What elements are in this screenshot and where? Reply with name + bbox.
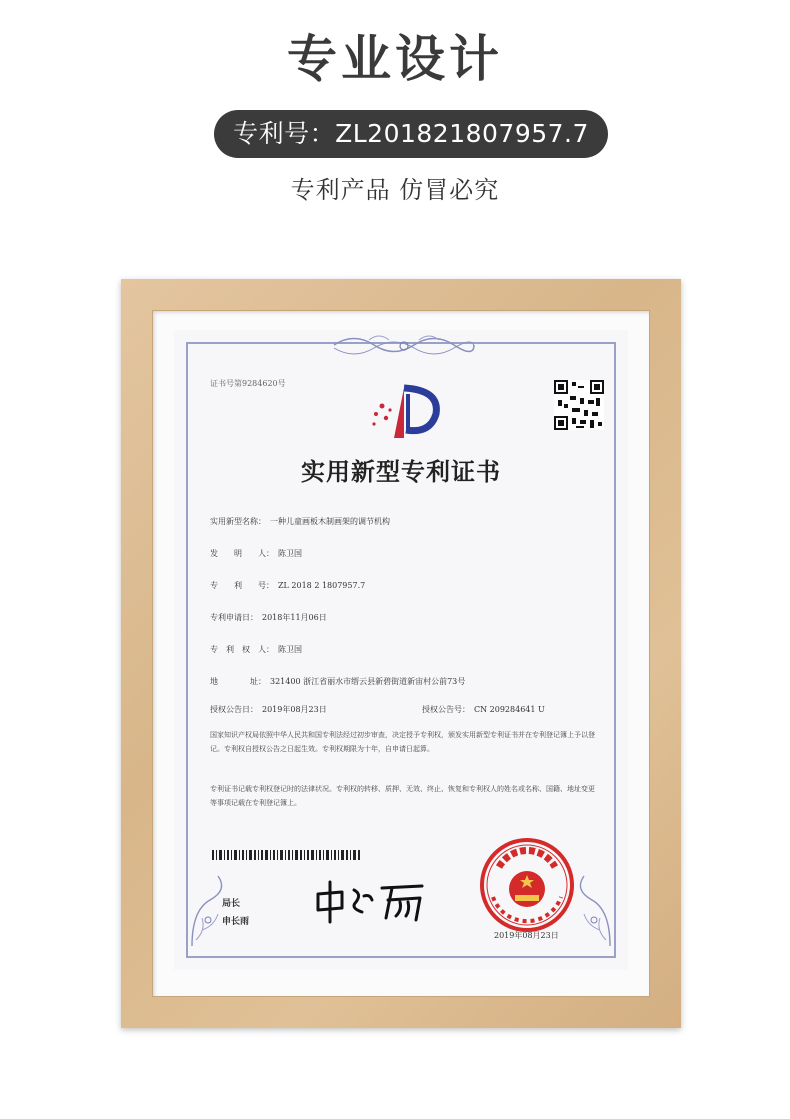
patent-number-badge: 专利号：ZL201821807957.7 — [214, 110, 608, 158]
cert-row-utility-name — [210, 516, 390, 527]
cert-row-application-date — [210, 612, 327, 623]
qr-code-icon — [554, 380, 604, 430]
cert-row-patentee — [210, 644, 302, 655]
row-value: 2018年11月06日 — [262, 613, 327, 622]
signatory-labels — [222, 895, 249, 931]
row-value: 陈卫国 — [278, 645, 302, 654]
cert-row-patent-number — [210, 580, 365, 591]
row-value: 陈卫国 — [278, 549, 302, 558]
wooden-picture-frame — [121, 279, 681, 1028]
certificate-paragraph-1: 国家知识产权局依照中华人民共和国专利法经过初步审查，决定授予专利权，颁发实用新型专利证书并在专利登记簿上予以登记。专利权自授权公告之日起生效。专利权期限为十年，自申请日起算。 — [210, 731, 595, 753]
page-title: 专业设计 — [287, 30, 503, 88]
certificate-paragraph-2: 专利证书记载专利权登记时的法律状况。专利权的转移、质押、无效、终止、恢复和专利权人的姓名或名称、国籍、地址变更等事项记载在专利登记簿上。 — [210, 785, 595, 807]
row-value: 321400 浙江省丽水市缙云县新碧街道新宙村公前73号 — [270, 677, 466, 686]
row-value: ZL 2018 2 1807957.7 — [278, 581, 366, 590]
row-label: 专 利 权 人： — [210, 645, 274, 654]
row-label: 地 址： — [210, 677, 266, 686]
cert-row-address — [210, 676, 465, 687]
row-value: 2019年08月23日 — [262, 705, 327, 714]
row-label: 专 利 号： — [210, 581, 274, 590]
signatory-name: 申长雨 — [222, 917, 250, 927]
seal-date: 2019年08月23日 — [494, 931, 559, 940]
signatory-title: 局长 — [222, 899, 241, 909]
barcode-icon — [212, 850, 362, 860]
official-seal-icon — [479, 837, 575, 933]
patent-certificate — [174, 330, 628, 970]
cert-row-inventor — [210, 548, 302, 559]
row-value: 一种儿童画板木制画架的调节机构 — [270, 517, 390, 526]
row-value: CN 209284641 U — [474, 705, 545, 714]
row-label: 授权公告日： — [210, 705, 258, 714]
certificate-number: 证书号第9284620号 — [210, 379, 286, 388]
handwritten-signature-icon — [312, 878, 432, 926]
row-label: 发 明 人： — [210, 549, 274, 558]
patent-office-logo-icon — [366, 380, 446, 442]
row-label: 专利申请日： — [210, 613, 258, 622]
certificate-title: 实用新型专利证书 — [301, 457, 501, 486]
cert-row-grant-date — [210, 704, 327, 715]
cert-row-grant-number — [422, 704, 545, 715]
row-label: 授权公告号： — [422, 705, 470, 714]
tagline: 专利产品 仿冒必究 — [290, 176, 500, 204]
frame-mat — [152, 310, 650, 997]
row-label: 实用新型名称： — [210, 517, 266, 526]
top-ornament-icon — [329, 330, 479, 360]
